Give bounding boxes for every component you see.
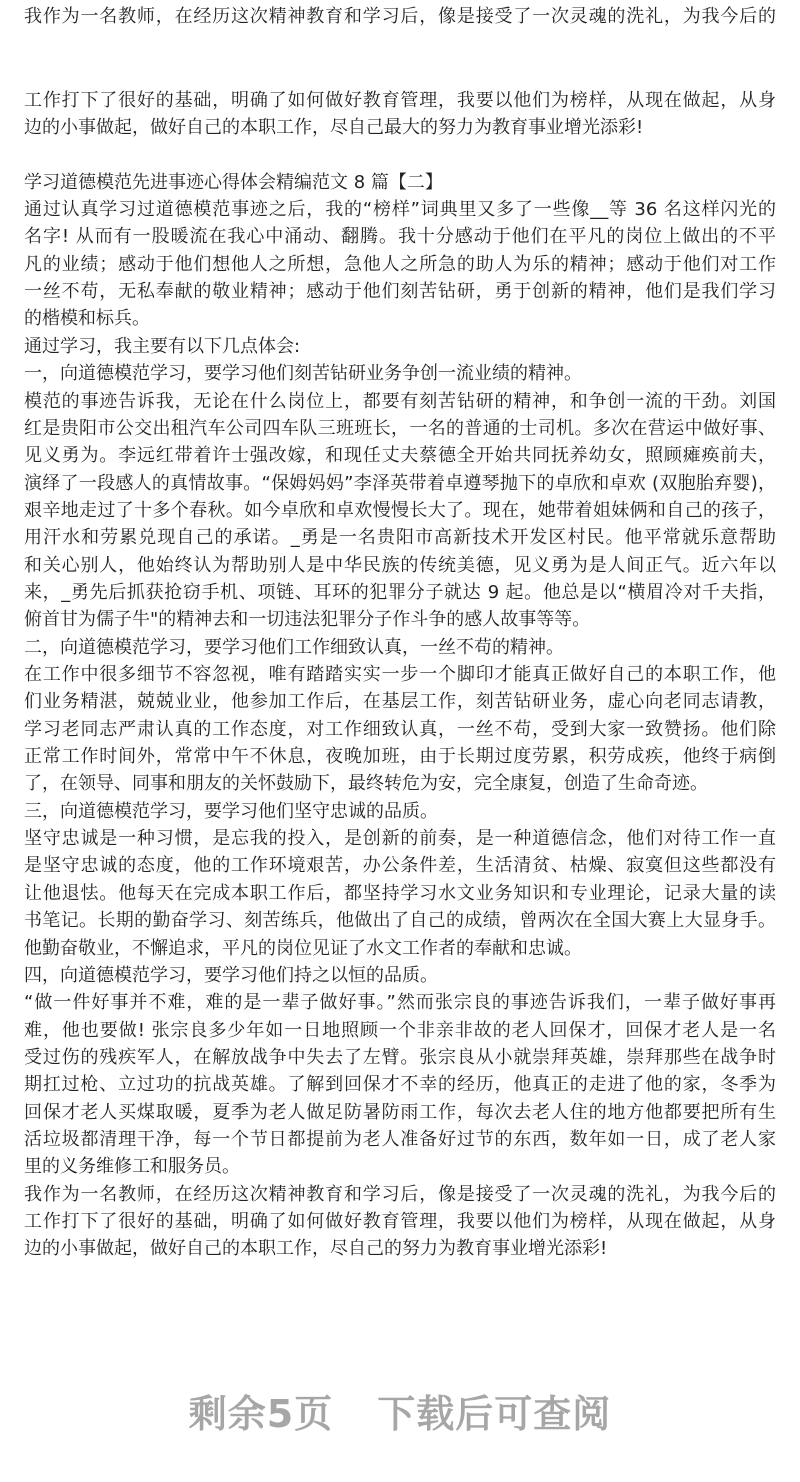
paragraph-line: 了，在领导、同事和朋友的关怀鼓励下，最终转危为安，完全康复，创造了生命奇迹。 xyxy=(24,773,708,795)
paragraph-line: 里的义务维修工和服务员。 xyxy=(24,1156,240,1178)
paragraph-line: 模范的事迹告诉我，无论在什么岗位上，都要有刻苦钻研的精神，和争创一流的干劲。刘国 xyxy=(24,390,776,412)
paragraph-line: 和关心别人，他始终认为帮助别人是中华民族的传统美德，见义勇为是人间正气。近六年以 xyxy=(24,554,776,576)
paragraph-line: 二，向道德模范学习，要学习他们工作细致认真，一丝不苟的精神。 xyxy=(24,636,564,658)
download-to-view-label[interactable]: 下载后可查阅 xyxy=(377,1392,612,1436)
paragraph-line: 三，向道德模范学习，要学习他们坚守忠诚的品质。 xyxy=(24,800,438,822)
paragraph-line: 我作为一名教师，在经历这次精神教育和学习后，像是接受了一次灵魂的洗礼，为我今后的 xyxy=(24,1183,776,1205)
download-prompt[interactable] xyxy=(0,1383,800,1438)
text-line: 我作为一名教师，在经历这次精神教育和学习后，像是接受了一次灵魂的洗礼，为我今后的 xyxy=(24,6,776,27)
paragraph-line: 学习老同志严肃认真的工作态度，对工作细致认真，一丝不苟，受到大家一致赞扬。他们除 xyxy=(24,718,776,740)
paragraph-line: 是坚守忠诚的态度，他的工作环境艰苦，办公条件差，生活清贫、枯燥、寂寞但这些都没有 xyxy=(24,855,776,877)
text-line: 边的小事做起，做好自己的本职工作，尽自己最大的努力为教育事业增光添彩! xyxy=(24,117,644,138)
paragraph-line: 名字! 从而有一股暖流在我心中涌动、翻腾。我十分感动于他们在平凡的岗位上做出的不平 xyxy=(24,226,776,248)
paragraph-line: 的楷模和标兵。 xyxy=(24,308,150,330)
paragraph-line: 回保才老人买煤取暖，夏季为老人做足防暑防雨工作，每次去老人住的地方他都要把所有生 xyxy=(24,1101,776,1123)
paragraph-line: 他勤奋敬业，不懈追求，平凡的岗位见证了水文工作者的奉献和忠诚。 xyxy=(24,937,582,959)
paragraph-line: 难，他也要做! 张宗良多少年如一日地照顾一个非亲非故的老人回保才，回保才老人是一名 xyxy=(24,1019,776,1041)
paragraph-line: 们业务精湛，兢兢业业，他参加工作后，在基层工作，刻苦钻研业务，虚心向老同志请教， xyxy=(24,691,776,713)
paragraph-line: 通过学习，我主要有以下几点体会: xyxy=(24,335,301,357)
paragraph-line: 来，_勇先后抓获抢窃手机、项链、耳环的犯罪分子就达 9 起。他总是以“横眉冷对千夫指， xyxy=(24,581,776,603)
paragraph-line: “做一件好事并不难，难的是一辈子做好事。”然而张宗良的事迹告诉我们，一辈子做好事再 xyxy=(24,992,776,1014)
paragraph-line: 让他退怯。他每天在完成本职工作后，都坚持学习水文业务知识和专业理论，记录大量的读 xyxy=(24,882,776,904)
paragraph-line: 通过认真学习过道德模范事迹之后，我的“榜样”词典里又多了一些像__等 36 名这样闪光的 xyxy=(24,199,776,220)
paragraph-line: 书笔记。长期的勤奋学习、刻苦练兵，他做出了自己的成绩，曾两次在全国大赛上大显身手。 xyxy=(24,910,776,932)
paragraph-line: 红是贵阳市公交出租汽车公司四车队三班班长，一名的普通的士司机。多次在营运中做好事、 xyxy=(24,417,776,439)
paragraph-line: 凡的业绩；感动于他们想他人之所想，急他人之所急的助人为乐的精神；感动于他们对工作 xyxy=(24,253,776,275)
paragraph-line: 在工作中很多细节不容忽视，唯有踏踏实实一步一个脚印才能真正做好自己的本职工作，他 xyxy=(24,664,776,685)
paragraph-line: 演绎了一段感人的真情故事。“保姆妈妈”李泽英带着卓遵琴抛下的卓欣和卓欢 (双胞胎弃婴)， xyxy=(24,472,776,494)
paragraph-line: 见义勇为。李远红带着许士强改嫁，和现任丈夫蔡德全开始共同抚养幼女，照顾瘫痪前夫， xyxy=(24,445,776,467)
paragraph-line: 边的小事做起，做好自己的本职工作，尽自己的努力为教育事业增光添彩! xyxy=(24,1238,608,1260)
paragraph-line: 四，向道德模范学习，要学习他们持之以恒的品质。 xyxy=(24,964,438,986)
paragraph-line: 活垃圾都清理干净，每一个节日都提前为老人准备好过节的东西，数年如一日，成了老人家 xyxy=(24,1128,776,1150)
paragraph-line: 工作打下了很好的基础，明确了如何做好教育管理，我要以他们为榜样，从现在做起，从身 xyxy=(24,1211,776,1232)
paragraph-line: 俯首甘为儒子牛"的精神去和一切违法犯罪分子作斗争的感人故事等等。 xyxy=(24,609,591,631)
section-title: 学习道德模范先进事迹心得体会精编范文 8 篇【二】 xyxy=(24,172,443,193)
paragraph-line: 一，向道德模范学习，要学习他们刻苦钻研业务争创一流业绩的精神。 xyxy=(24,363,582,385)
paragraph-line: 期扛过枪、立过功的抗战英雄。了解到回保才不幸的经历，他真正的走进了他的家，冬季为 xyxy=(24,1074,776,1096)
paragraph-line: 一丝不苟，无私奉献的敬业精神；感动于他们刻苦钻研，勇于创新的精神，他们是我们学习 xyxy=(24,281,776,303)
remaining-pages-label: 剩余5页 xyxy=(188,1392,334,1436)
paragraph-line: 正常工作时间外，常常中午不休息，夜晚加班，由于长期过度劳累，积劳成疾，他终于病倒 xyxy=(24,746,776,767)
paragraph-line: 坚守忠诚是一种习惯，是忘我的投入，是创新的前奏，是一种道德信念，他们对待工作一直 xyxy=(24,828,776,850)
paragraph-line: 用汗水和劳累兑现自己的承诺。_勇是一名贵阳市高新技术开发区村民。他平常就乐意帮助 xyxy=(24,527,776,549)
text-line: 工作打下了很好的基础，明确了如何做好教育管理，我要以他们为榜样，从现在做起，从身 xyxy=(24,90,776,111)
paragraph-line: 受过伤的残疾军人，在解放战争中失去了左臂。张宗良从小就崇拜英雄，崇拜那些在战争时 xyxy=(24,1046,776,1068)
paragraph-line: 艰辛地走过了十多个春秋。如今卓欣和卓欢慢慢长大了。现在，她带着姐妹俩和自己的孩子， xyxy=(24,499,776,521)
